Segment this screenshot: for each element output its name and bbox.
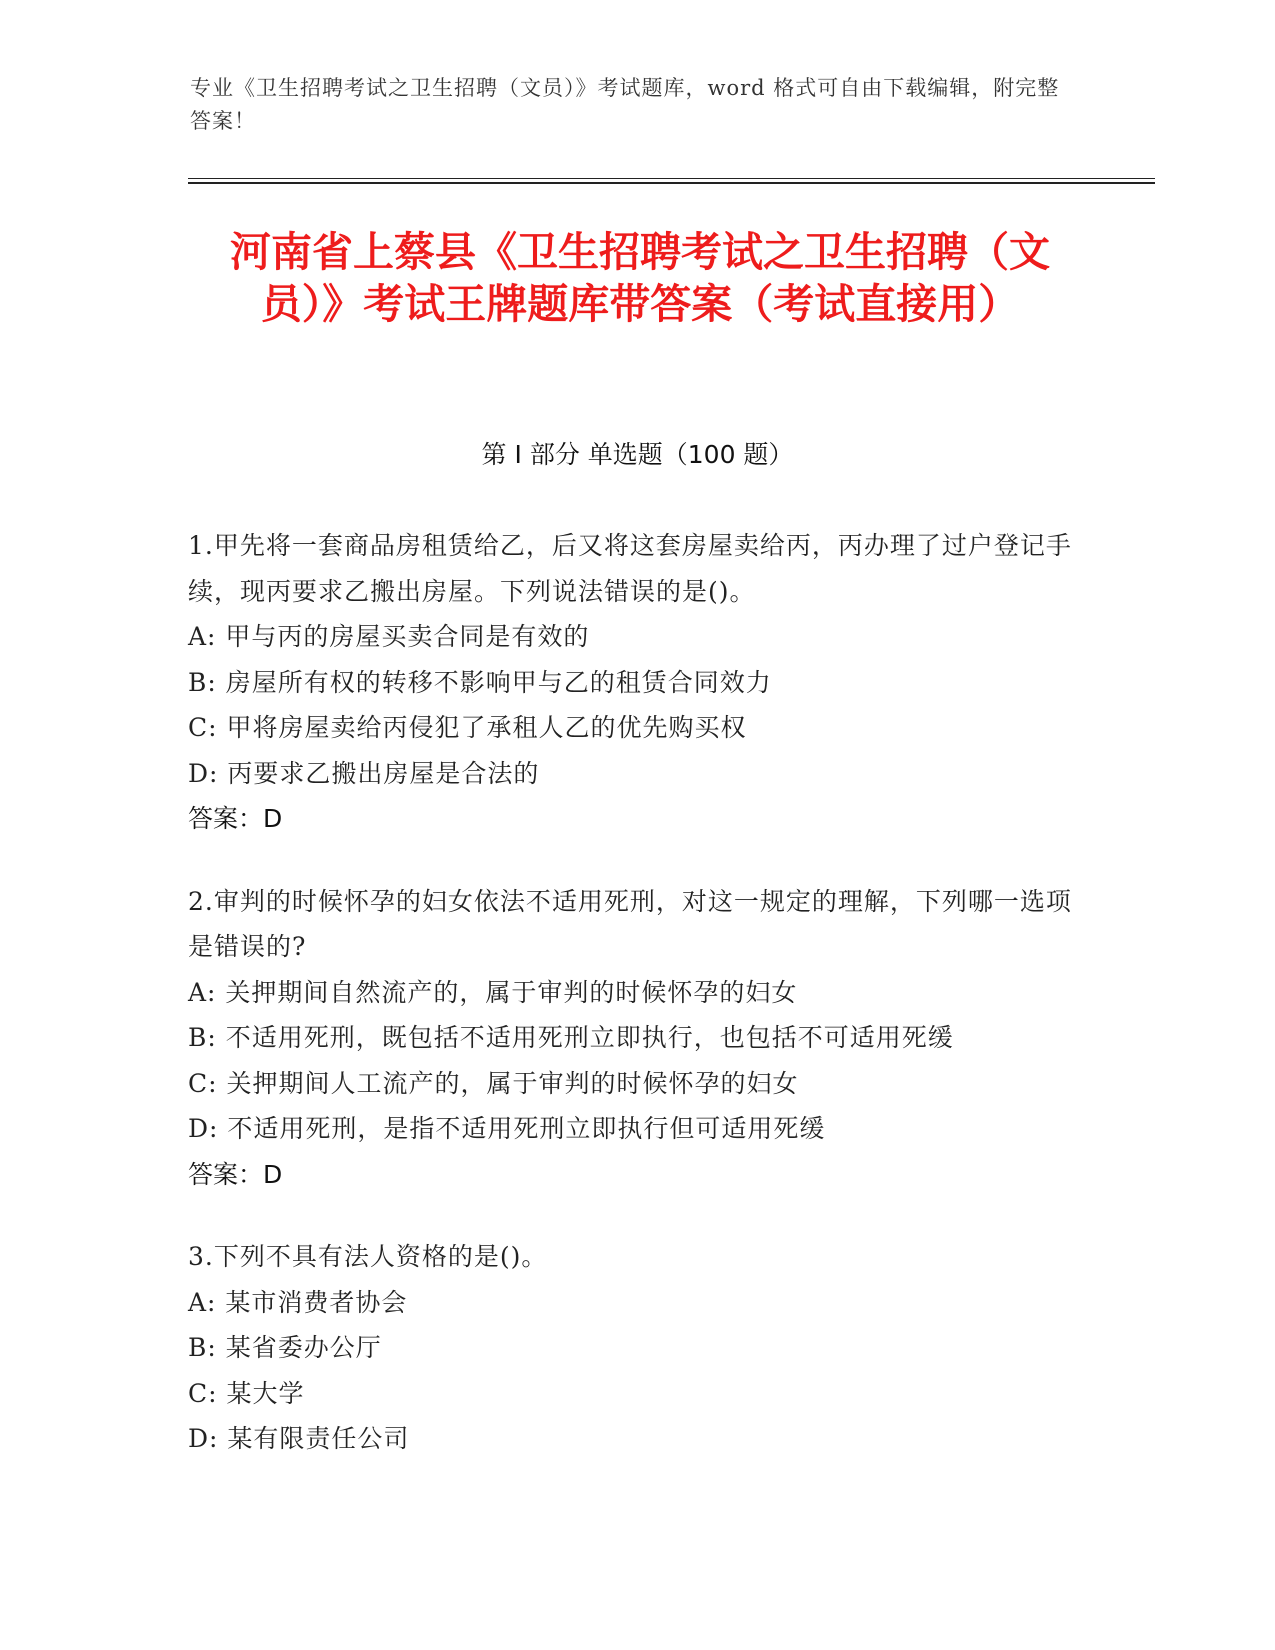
option-d: D: 某有限责任公司	[188, 1424, 410, 1453]
header-divider-thick	[188, 182, 1155, 184]
document-title: 河南省上蔡县《卫生招聘考试之卫生招聘（文员）》考试王牌题库带答案（考试直接用）	[230, 228, 1050, 328]
question-1	[188, 523, 1088, 842]
option-b: B: 某省委办公厅	[188, 1333, 382, 1362]
section-title: 第 I 部分 单选题（100 题）	[481, 440, 794, 469]
option-d: D: 丙要求乙搬出房屋是合法的	[188, 758, 540, 788]
option-c: C: 甲将房屋卖给丙侵犯了承租人乙的优先购买权	[188, 713, 747, 742]
header-divider-thin	[188, 178, 1155, 179]
header-note: 专业《卫生招聘考试之卫生招聘（文员）》考试题库，word 格式可自由下载编辑，附完整答案！	[190, 76, 1060, 133]
question-stem: 2.审判的时候怀孕的妇女依法不适用死刑，对这一规定的理解，下列哪一选项是错误的?	[188, 886, 1072, 961]
option-d: D: 不适用死刑，是指不适用死刑立即执行但可适用死缓	[188, 1114, 826, 1143]
option-a: A: 甲与丙的房屋买卖合同是有效的	[188, 622, 590, 651]
question-list	[188, 523, 1088, 1499]
question-stem: 3.下列不具有法人资格的是()。	[188, 1242, 548, 1271]
option-c: C: 某大学	[188, 1378, 305, 1408]
question-stem: 1.甲先将一套商品房租赁给乙，后又将这套房屋卖给丙，丙办理了过户登记手续，现丙要求乙搬出房屋。下列说法错误的是()。	[188, 531, 1072, 606]
answer: 答案：D	[188, 1159, 283, 1189]
option-b: B: 不适用死刑，既包括不适用死刑立即执行，也包括不可适用死缓	[188, 1023, 954, 1052]
question-3	[188, 1234, 1088, 1462]
option-b: B: 房屋所有权的转移不影响甲与乙的租赁合同效力	[188, 667, 772, 697]
option-a: A: 关押期间自然流产的，属于审判的时候怀孕的妇女	[188, 977, 798, 1007]
question-2	[188, 879, 1088, 1198]
option-a: A: 某市消费者协会	[188, 1287, 408, 1317]
answer: 答案：D	[188, 804, 283, 833]
option-c: C: 关押期间人工流产的，属于审判的时候怀孕的妇女	[188, 1068, 799, 1098]
